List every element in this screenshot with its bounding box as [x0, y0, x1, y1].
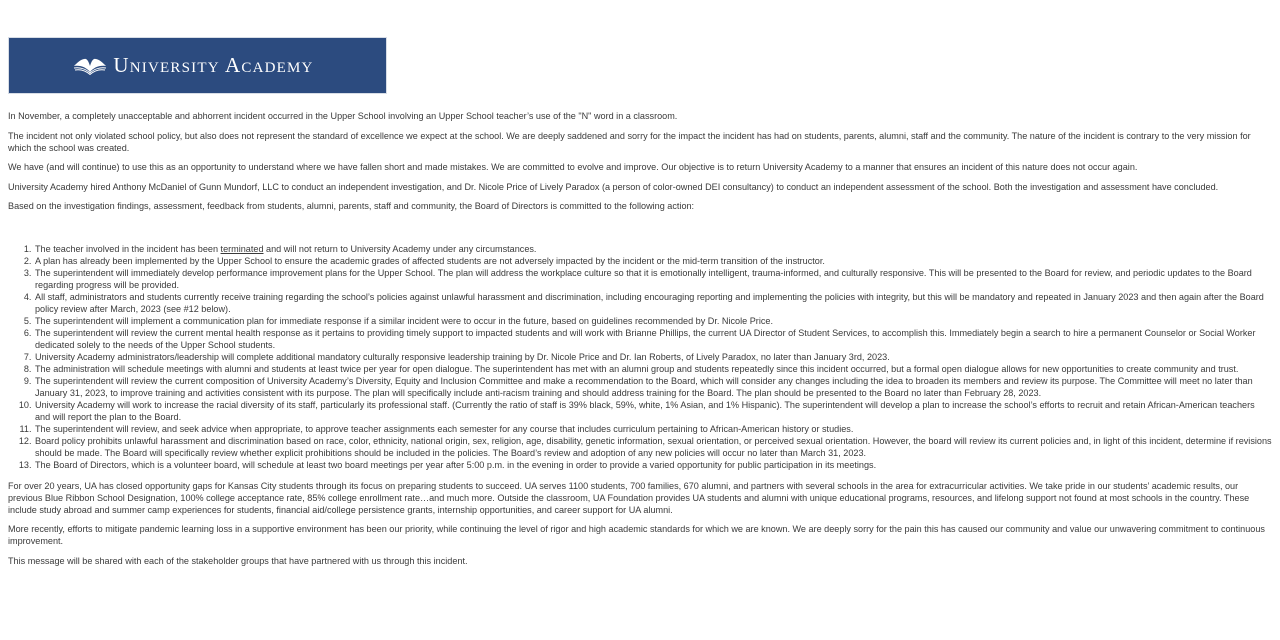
intro-paragraph-5: Based on the investigation findings, assessment, feedback from students, alumni, parents, staff and community, the Board of Directors is committed to the following action:: [8, 201, 695, 211]
logo-banner: [8, 37, 387, 94]
action-item-10: 10. University Academy will work to increase the racial diversity of its staff, particularly its professional staff. (Currently the ratio of staff is 39% black, 59%, white, 1% Asian, and 1% Hispanic). The superintendent will develop a plan to increase the school’s efforts to recruit and retain African-American teachers and will report the plan to the Board.: [34, 399, 1272, 423]
terminated-emphasis: terminated: [220, 243, 264, 254]
intro-paragraph-2: The incident not only violated school policy, but also does not represent the standard of excellence we expect at the school. We are deeply saddened and sorry for the impact the incident has had on students, parents, alumni, staff and the community. The nature of the incident is contrary to the very mission for which the school was created.: [8, 130, 1251, 153]
action-item-4: 4. All staff, administrators and students currently receive training regarding the school’s policies against unlawful harassment and discrimination, including encouraging reporting and implementing the policies with integrity, but this will be mandatory and repeated in January 2023 and then again after the Board policy review after March, 2023 (see #12 below).: [34, 291, 1272, 315]
action-item-2: 2. A plan has already been implemented by the Upper School to ensure the academic grades of affected students are not adversely impacted by the incident or the mid-term transition of the instructor.: [34, 255, 1272, 267]
action-item-11: 11. The superintendent will review, and seek advice when appropriate, to approve teacher assignments each semester for any course that includes curriculum pertaining to African-American history or studies.: [34, 423, 1272, 435]
action-item-3: 3. The superintendent will immediately develop performance improvement plans for the Upper School. The plan will address the workplace culture so that it is emotionally intelligent, trauma-informed, and culturally responsive. This will be presented to the Board for review, and periodic updates to the Board regarding progress will be provided.: [34, 267, 1272, 291]
action-item-7: 7. University Academy administrators/leadership will complete additional mandatory culturally responsive leadership training by Dr. Nicole Price and Dr. Ian Roberts, of Lively Paradox, no later than January 3rd, 2023.: [34, 351, 1272, 363]
closing-paragraph-1: For over 20 years, UA has closed opportunity gaps for Kansas City students through its focus on preparing students to succeed. UA serves 1100 students, 700 families, 670 alumni, and partners with several schools in the area for extracurricular activities. We take pride in our students’ academic results, our previous Blue Ribbon School Designation, 100% college acceptance rate, 85% college enrollment rate…and much more. Outside the classroom, UA Foundation provides UA students and alumni with unique educational programs, resources, and lifelong support not found at most schools in the country. These include study abroad and summer camp experiences for students, financial aid/college persistence grants, internship opportunities, and career support for UA alumni.: [8, 480, 1250, 515]
open-book-icon: [73, 57, 107, 75]
action-item-1: 1. The teacher involved in the incident has been terminated and will not return to University Academy under any circumstances.: [34, 243, 1272, 255]
statement-body: [8, 110, 1272, 574]
action-item-5: 5. The superintendent will implement a communication plan for immediate response if a similar incident were to occur in the future, based on guidelines recommended by Dr. Nicole Price.: [34, 315, 1272, 327]
intro-paragraph-4: University Academy hired Anthony McDaniel of Gunn Mundorf, LLC to conduct an independent investigation, and Dr. Nicole Price of Lively Paradox (a person of color-owned DEI consultancy) to conduct an independent assessment of the school. Both the investigation and assessment have concluded.: [8, 181, 1219, 192]
spacer: [8, 220, 1272, 243]
logo-text: University Academy: [113, 53, 314, 77]
action-item-13: 13. The Board of Directors, which is a volunteer board, will schedule at least two board meetings per year after 5:00 p.m. in the evening in order to provide a varied opportunity for public participation in its meetings.: [34, 459, 1272, 471]
intro-paragraph-1: In November, a completely unacceptable and abhorrent incident occurred in the Upper School involving an Upper School teacher’s use of the "N" word in a classroom.: [8, 111, 678, 121]
action-list: [8, 243, 1272, 471]
action-item-6: 6. The superintendent will review the current mental health response as it pertains to providing timely support to impacted students and will work with Brianne Phillips, the current UA Director of Student Services, to accomplish this. Immediately begin a search to hire a permanent Counselor or Social Worker dedicated solely to the needs of the Upper School students.: [34, 327, 1272, 351]
action-item-9: 9. The superintendent will review the current composition of University Academy’s Diversity, Equity and Inclusion Committee and make a recommendation to the Board, which will consider any changes including the idea to broaden its members and review its purpose. The Committee will meet no later than January 31, 2023, to improve training and activities consistent with its purpose. The plan will specifically include anti-racism training and should address training for the Board. The plan should be presented to the Board no later than February 28, 2023.: [34, 375, 1272, 399]
closing-paragraph-3: This message will be shared with each of the stakeholder groups that have partnered with us through this incident.: [8, 555, 468, 566]
closing-paragraph-2: More recently, efforts to mitigate pandemic learning loss in a supportive environment has been our priority, while continuing the level of rigor and high academic standards for which we are known. We are deeply sorry for the pain this has caused our community and value our unwavering commitment to continuous improvement.: [8, 524, 1265, 546]
intro-paragraph-3: We have (and will continue) to use this as an opportunity to understand where we have fallen short and made mistakes. We are committed to evolve and improve. Our objective is to return University Academy to a manner that ensures an incident of this nature does not occur again.: [8, 162, 1138, 172]
action-item-12: 12. Board policy prohibits unlawful harassment and discrimination based on race, color, ethnicity, national origin, sex, religion, age, disability, genetic information, sexual orientation, or perceived sexual orientation. However, the board will review its current policies and, in light of this incident, determine if revisions should be made. The Board will specifically review whether explicit prohibitions should be included in the policies. The Board’s review and adoption of any new policies will occur no later than March 31, 2023.: [34, 435, 1272, 459]
action-item-8: 8. The administration will schedule meetings with alumni and students at least twice per year for open dialogue. The superintendent has met with an alumni group and students repeatedly since this incident occurred, but a formal open dialogue allows for new opportunities to create community and trust.: [34, 363, 1272, 375]
logo: [73, 55, 313, 76]
